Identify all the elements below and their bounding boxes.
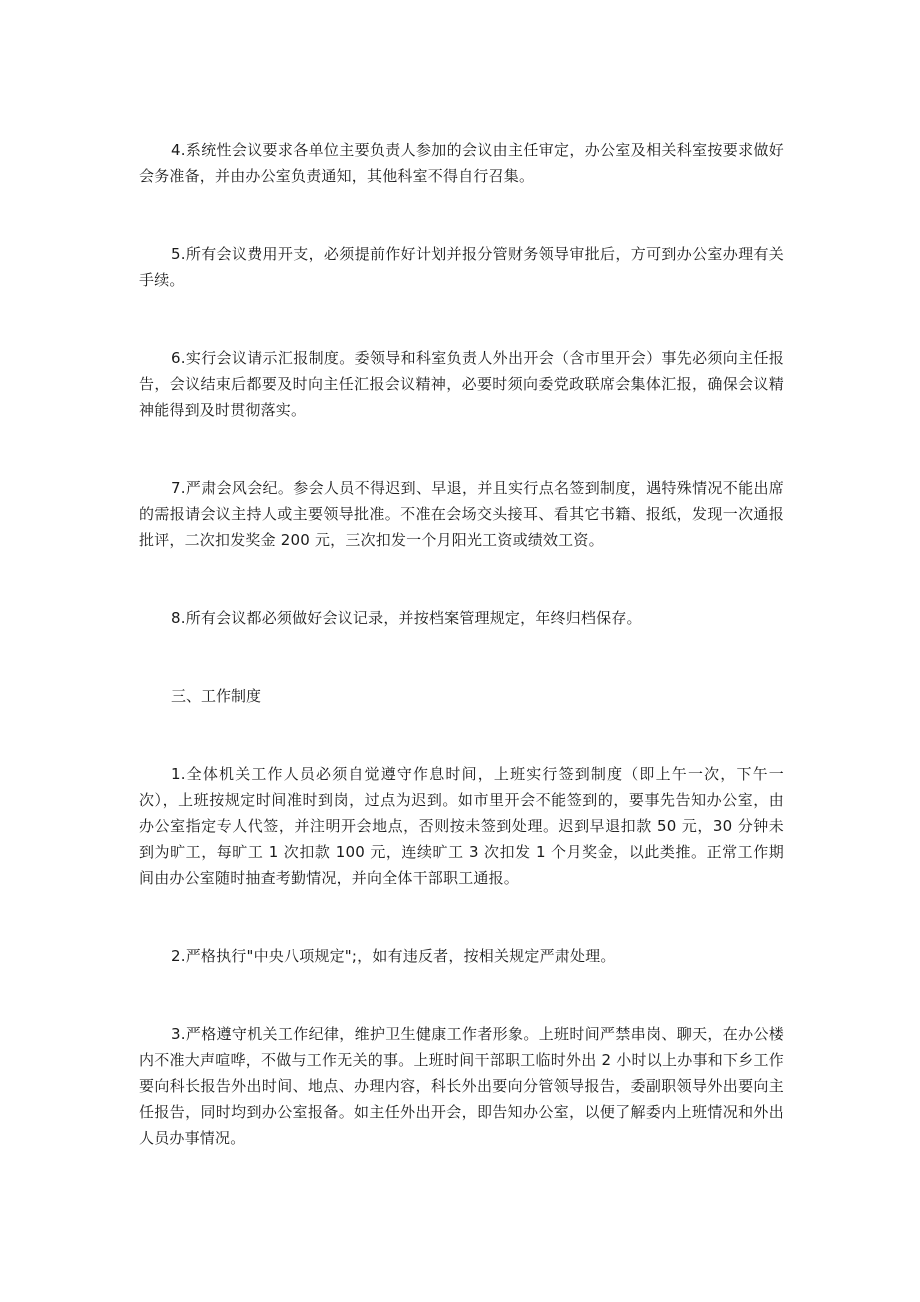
paragraph-8: 8.所有会议都必须做好会议记录，并按档案管理规定，年终归档保存。	[171, 609, 642, 627]
paragraph-5: 5.所有会议费用开支，必须提前作好计划并报分管财务领导审批后，方可到办公室办理有关手续。	[139, 245, 784, 289]
paragraph-6: 6.实行会议请示汇报制度。委领导和科室负责人外出开会（含市里开会）事先必须向主任报告，会议结束后都要及时向主任汇报会议精神，必要时须向委党政联席会集体汇报，确保会议精神能得到及时贯彻落实。	[139, 349, 784, 419]
rule-2: 2.严格执行"中央八项规定";，如有违反者，按相关规定严肃处理。	[171, 947, 616, 965]
rule-3: 3.严格遵守机关工作纪律，维护卫生健康工作者形象。上班时间严禁串岗、聊天，在办公楼内不准大声喧哗，不做与工作无关的事。上班时间干部职工临时外出 2 小时以上办事和下乡工作要向科长报告外出时间、地点、办理内容，科长外出要向分管领导报告，委副职领导外出要向主任报告，同时均到办公室报备。如主任外出开会，即告知办公室，以便了解委内上班情况和外出人员办事情况。	[139, 1025, 784, 1147]
rule-1: 1.全体机关工作人员必须自觉遵守作息时间，上班实行签到制度（即上午一次，下午一次），上班按规定时间准时到岗，过点为迟到。如市里开会不能签到的，要事先告知办公室，由办公室指定专人代签，并注明开会地点，否则按未签到处理。迟到早退扣款 50 元，30 分钟未到为旷工，每旷工 1 次扣款 100 元，连续旷工 3 次扣发 1 个月奖金，以此类推。正常工作期间由办公室随时抽查考勤情况，并向全体干部职工通报。	[139, 765, 784, 887]
paragraph-7: 7.严肃会风会纪。参会人员不得迟到、早退，并且实行点名签到制度，遇特殊情况不能出席的需报请会议主持人或主要领导批准。不准在会场交头接耳、看其它书籍、报纸，发现一次通报批评，二次扣发奖金 200 元，三次扣发一个月阳光工资或绩效工资。	[139, 479, 784, 549]
paragraph-4: 4.系统性会议要求各单位主要负责人参加的会议由主任审定，办公室及相关科室按要求做好会务准备，并由办公室负责通知，其他科室不得自行召集。	[139, 141, 784, 185]
section-heading: 三、工作制度	[171, 687, 262, 705]
